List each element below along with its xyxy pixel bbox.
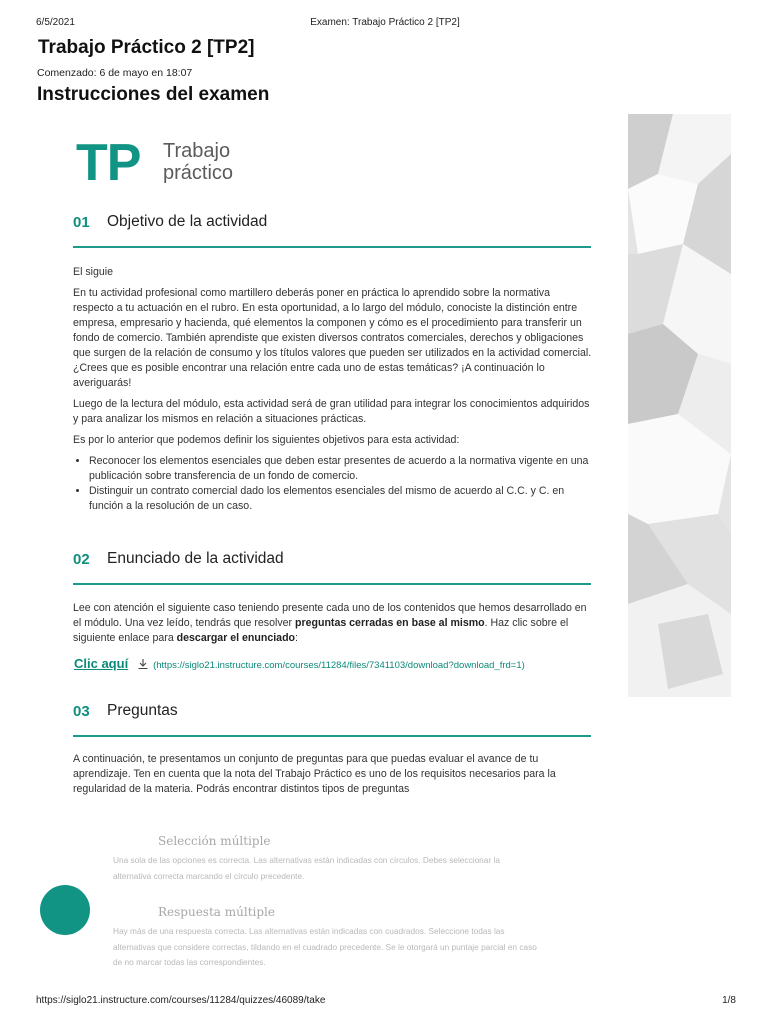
- paragraph: A continuación, te presentamos un conjunto de preguntas para que puedas evaluar el avance de tu aprendizaje. Ten en cuenta que la nota del Trabajo Práctico es uno de los requisitos necesarios para la regularidad de la materia. Podrás encontrar distintos tipos de preguntas: [73, 753, 556, 795]
- paragraph: Es por lo anterior que podemos definir los siguientes objetivos para esta actividad:: [73, 434, 460, 446]
- download-link-row: [74, 655, 525, 673]
- paragraph: En tu actividad profesional como martillero deberás poner en práctica lo aprendido sobre la normativa respecto a tu actuación en el rubro. En esta oportunidad, a lo largo del módulo, conociste la distinción entre empresa, empresario y hacienda, qué elementos la componen y cómo es el procedimiento para transferir un fondo de comercio. También aprendiste que existen diversos contratos comerciales, derechos y obligaciones que surgen de la relación de consumo y los títulos valores que pueden ser utilizados en la actividad comercial. ¿Crees que es posible encontrar una relación entre cada uno de estas temáticas? ¡A continuación lo averiguarás!: [73, 287, 592, 389]
- section-02-body: [73, 601, 593, 652]
- tp-logo-line2: práctico: [163, 162, 234, 184]
- section-01-body: [73, 265, 593, 514]
- print-page-number: 1/8: [722, 995, 736, 1006]
- print-footer: [36, 995, 736, 1009]
- download-icon[interactable]: [137, 658, 149, 670]
- section-01-number: 01: [73, 214, 90, 231]
- qtype-multiple-answer-desc: Hay más de una respuesta correcta. Las alternativas están indicadas con cuadrados. Seleccione todas las alternativas que considere correctas, tildando en el cuadrado precedente. Se le otorgará un puntaje parcial en caso de no marcar todas las correspondientes.: [113, 926, 537, 967]
- list-item: • Distinguir un contrato comercial dado los elementos esenciales del mismo de acuerdo al C.C. y C. en función a la resolución de un caso.: [89, 484, 593, 514]
- tp-logo-words: [163, 140, 233, 184]
- decorative-circle: [40, 885, 90, 935]
- section-02-title: Enunciado de la actividad: [107, 550, 284, 567]
- print-header: [36, 17, 734, 31]
- tp-logo-abbr: TP: [76, 134, 141, 192]
- section-03-number: 03: [73, 703, 90, 720]
- instructions-heading: Instrucciones del examen: [37, 84, 270, 105]
- paragraph: El siguie: [73, 266, 114, 278]
- print-doc-title: Examen: Trabajo Práctico 2 [TP2]: [310, 17, 460, 28]
- started-timestamp: Comenzado: 6 de mayo en 18:07: [37, 67, 193, 79]
- abstract-architecture-image: [628, 114, 731, 697]
- objectives-list: [73, 454, 593, 514]
- section-03-body: [73, 752, 593, 803]
- section-03-title: Preguntas: [107, 702, 178, 719]
- list-item: • Reconocer los elementos esenciales que deben estar presentes de acuerdo a la normativa vigente en una publicación sobre transferencia de un fondo de comercio.: [89, 454, 593, 484]
- qtype-multiple-answer-title: Respuesta múltiple: [158, 905, 275, 919]
- section-03-header: [73, 703, 591, 737]
- qtype-multiple-choice-desc: Una sola de las opciones es correcta. Las alternativas están indicadas con círculos. Debes seleccionar la alternativa correcta marcando el círculo precedente.: [113, 855, 500, 881]
- print-date: 6/5/2021: [36, 17, 75, 28]
- print-url: https://siglo21.instructure.com/courses/11284/quizzes/46089/take: [36, 995, 326, 1006]
- section-02-header: [73, 551, 591, 585]
- quiz-title: Trabajo Práctico 2 [TP2]: [38, 37, 255, 58]
- section-01-title: Objetivo de la actividad: [107, 213, 268, 230]
- download-url[interactable]: (https://siglo21.instructure.com/courses/11284/files/7341103/download?download_frd=1): [153, 660, 525, 671]
- qtype-multiple-choice-title: Selección múltiple: [158, 834, 271, 848]
- architecture-graphic: [628, 114, 731, 697]
- paragraph: Luego de la lectura del módulo, esta actividad será de gran utilidad para integrar los conocimientos adquiridos y para analizar los mismos en relación a situaciones prácticas.: [73, 398, 590, 425]
- tp-logo-line1: Trabajo: [163, 140, 231, 162]
- paragraph: Lee con atención el siguiente caso teniendo presente cada uno de los contenidos que hemos desarrollado en el módulo. Una vez leído, tendrás que resolver preguntas cerradas en base al mismo. Haz clic sobre el siguiente enlace para descargar el enunciado:: [73, 602, 587, 644]
- download-statement-link[interactable]: Clic aquí: [74, 656, 129, 671]
- section-01-header: [73, 214, 591, 248]
- section-02-number: 02: [73, 551, 90, 568]
